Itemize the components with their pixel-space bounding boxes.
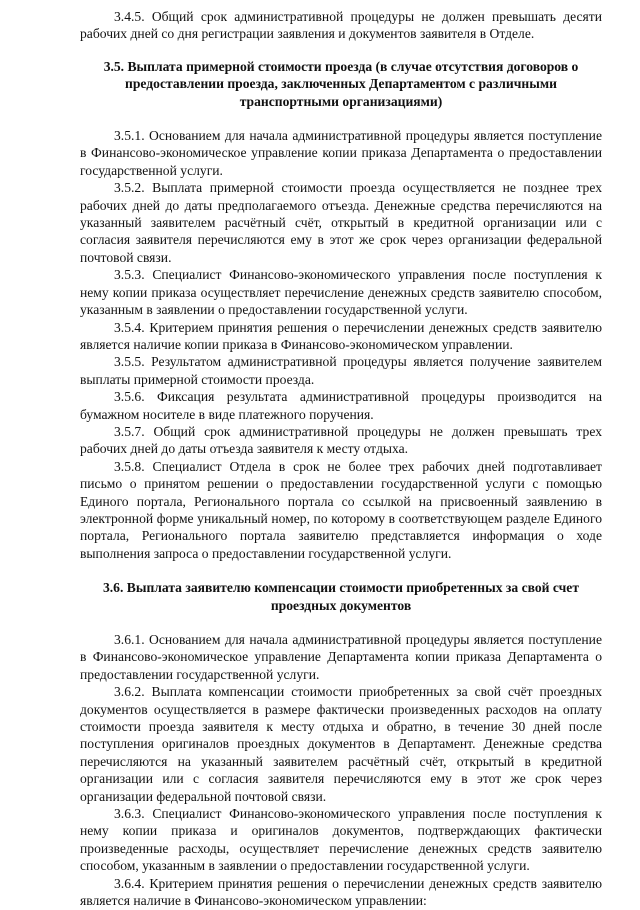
- paragraph-3-6-2: 3.6.2. Выплата компенсации стоимости приобретенных за свой счёт проездных документов осуществляется в размере фактически произведенных расходов на оплату стоимости проезда заявителя к месту отдыха и обратно, в течение 30 дней после поступления оригиналов проездных документов в Департамент. Денежные средства перечисляются на указанный заявителем расчётный счёт, открытый в кредитной организации или с согласия заявителя перечисляются ему в этот же срок через организации федеральной почтовой связи.: [80, 684, 602, 804]
- paragraph-3-5-1: 3.5.1. Основанием для начала административной процедуры является поступление в Финансово-экономическое управление копии приказа Департамента о предоставлении государственной услуги.: [80, 128, 602, 178]
- paragraph-3-4-5: 3.4.5. Общий срок административной процедуры не должен превышать десяти рабочих дней со дня регистрации заявления и документов заявителя в Отделе.: [80, 9, 602, 42]
- paragraph-3-5-2: 3.5.2. Выплата примерной стоимости проезда осуществляется не позднее трех рабочих дней до даты предполагаемого отъезда. Денежные средства перечисляются на указанный заявителем расчётный счёт, открытый в кредитной организации или с согласия заявителя перечисляются ему в этот же срок через организации федеральной почтовой связи.: [80, 180, 602, 265]
- paragraph-3-5-7: 3.5.7. Общий срок административной процедуры не должен превышать трех рабочих дней до даты отъезда заявителя к месту отдыха.: [80, 423, 602, 457]
- paragraph-3-6-3: 3.6.3. Специалист Финансово-экономического управления после поступления к нему копии приказа и оригиналов документов, подтверждающих фактически произведенные расходы, осуществляет перечисление денежных средств заявителю способом, указанным в заявлении о предоставлении государственной услуги.: [80, 806, 602, 874]
- paragraph-3-5-3: 3.5.3. Специалист Финансово-экономического управления после поступления к нему копии приказа осуществляет перечисление денежных средств заявителю способом, указанным в заявлении о предоставлении государственной услуги.: [80, 267, 602, 318]
- paragraph-3-6-1: 3.6.1. Основанием для начала административной процедуры является поступление в Финансово-экономическое управление Департамента копии приказа Департамента о предоставлении государственной услуги.: [80, 632, 602, 682]
- heading-3-6: 3.6. Выплата заявителю компенсации стоимости приобретенных за свой счет проездных документов: [102, 580, 580, 613]
- paragraph-3-6-4: 3.6.4. Критерием принятия решения о перечислении денежных средств заявителю является наличие в Финансово-экономическом управлении:: [80, 875, 602, 909]
- paragraph-3-5-4: 3.5.4. Критерием принятия решения о перечислении денежных средств заявителю является наличие копии приказа в Финансово-экономическом управлении.: [80, 319, 602, 352]
- paragraph-3-5-8: 3.5.8. Специалист Отдела в срок не более трех рабочих дней подготавливает письмо о принятом решении о предоставлении государственной услуги с помощью Единого портала, Регионального портала со ссылкой на присвоенный заявлению в электронной форме уникальный номер, по которому в соответствующем разделе Единого портала, Регионального портала заявителю представляется информация о ходе выполнения запроса о предоставлении государственной услуги.: [80, 458, 602, 561]
- document-page: [80, 8, 602, 910]
- heading-3-5: 3.5. Выплата примерной стоимости проезда (в случае отсутствия договоров о предоставлении проезда, заключенных Департаментом с различными транспортными организациями): [103, 58, 579, 109]
- paragraph-3-5-6: 3.5.6. Фиксация результата административной процедуры производится на бумажном носителе в виде платежного поручения.: [80, 389, 602, 422]
- paragraph-3-5-5: 3.5.5. Результатом административной процедуры является получение заявителем выплаты примерной стоимости проезда.: [80, 354, 602, 387]
